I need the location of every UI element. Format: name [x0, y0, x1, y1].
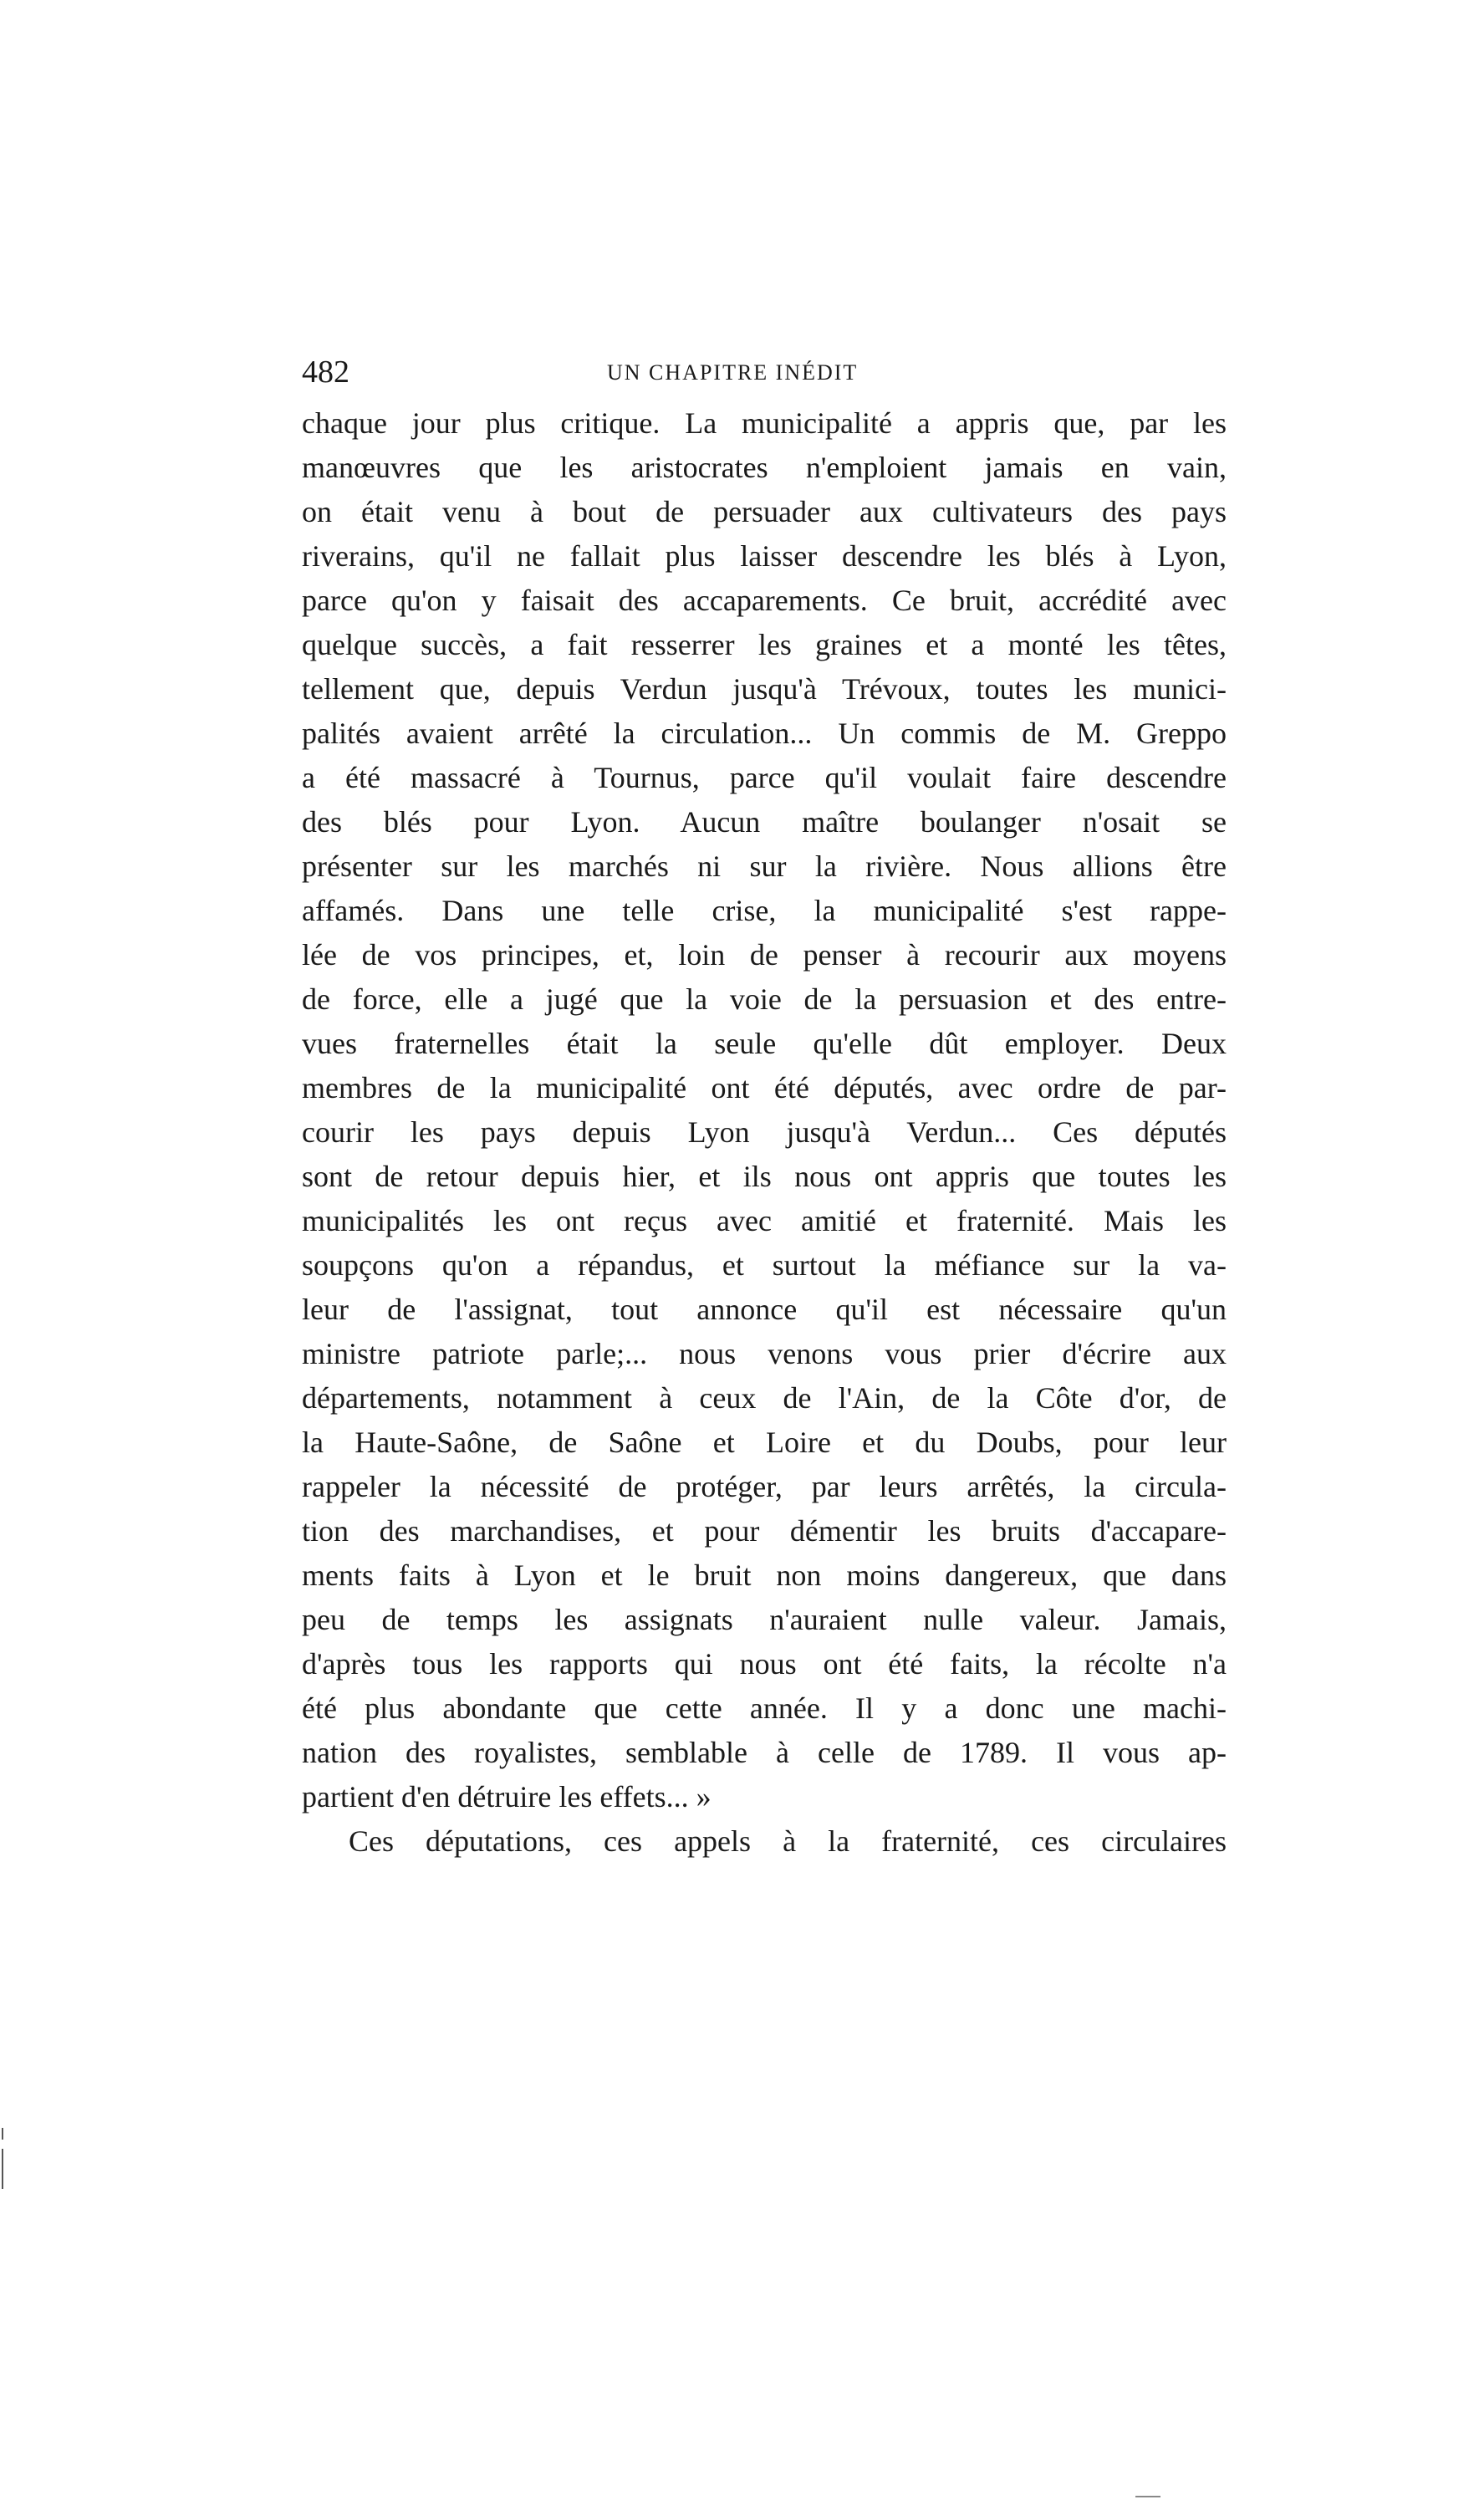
text-line: sont de retour depuis hier, et ils nous ont appris que toutes les: [302, 1160, 1227, 1193]
text-line: membres de la municipalité ont été députés, avec ordre de par-: [302, 1071, 1227, 1104]
scan-margin-mark: [2, 2149, 3, 2189]
running-head: [302, 351, 1227, 393]
text-line: ments faits à Lyon et le bruit non moins dangereux, que dans: [302, 1558, 1227, 1592]
text-line: nation des royalistes, semblable à celle de 1789. Il vous ap-: [302, 1736, 1227, 1769]
text-line: manœuvres que les aristocrates n'emploient jamais en vain,: [302, 451, 1227, 484]
text-line: chaque jour plus critique. La municipalité a appris que, par les: [302, 406, 1227, 440]
text-line: on était venu à bout de persuader aux cultivateurs des pays: [302, 495, 1227, 528]
text-line: des blés pour Lyon. Aucun maître boulanger n'osait se: [302, 805, 1227, 839]
text-line: parce qu'on y faisait des accaparements. Ce bruit, accrédité avec: [302, 584, 1227, 617]
text-line: d'après tous les rapports qui nous ont été faits, la récolte n'a: [302, 1647, 1227, 1681]
body-text: [302, 401, 1227, 1864]
text-line: palités avaient arrêté la circulation... Un commis de M. Greppo: [302, 717, 1227, 750]
text-line: rappeler la nécessité de protéger, par leurs arrêtés, la circula-: [302, 1470, 1227, 1503]
text-line: de force, elle a jugé que la voie de la persuasion et des entre-: [302, 982, 1227, 1016]
text-line: tion des marchandises, et pour démentir les bruits d'accapare-: [302, 1514, 1227, 1548]
text-line: peu de temps les assignats n'auraient nulle valeur. Jamais,: [302, 1603, 1227, 1636]
text-line: quelque succès, a fait resserrer les graines et a monté les têtes,: [302, 628, 1227, 661]
text-line: départements, notamment à ceux de l'Ain, de la Côte d'or, de: [302, 1381, 1227, 1415]
text-line: ministre patriote parle;... nous venons vous prier d'écrire aux: [302, 1337, 1227, 1370]
text-line: Ces députations, ces appels à la fraternité, ces circulaires: [349, 1824, 1227, 1858]
text-line: été plus abondante que cette année. Il y a donc une machi-: [302, 1691, 1227, 1725]
text-line: soupçons qu'on a répandus, et surtout la méfiance sur la va-: [302, 1248, 1227, 1282]
text-line: lée de vos principes, et, loin de penser à recourir aux moyens: [302, 938, 1227, 972]
text-line: a été massacré à Tournus, parce qu'il voulait faire descendre: [302, 761, 1227, 794]
text-line: partient d'en détruire les effets... »: [302, 1780, 712, 1813]
text-line: présenter sur les marchés ni sur la rivière. Nous allions être: [302, 849, 1227, 883]
text-line: tellement que, depuis Verdun jusqu'à Trévoux, toutes les munici-: [302, 672, 1227, 706]
text-line: vues fraternelles était la seule qu'elle dût employer. Deux: [302, 1027, 1227, 1060]
scan-margin-mark: [2, 2128, 3, 2140]
text-line: riverains, qu'il ne fallait plus laisser descendre les blés à Lyon,: [302, 539, 1227, 573]
text-line: affamés. Dans une telle crise, la municipalité s'est rappe-: [302, 894, 1227, 927]
text-line: municipalités les ont reçus avec amitié et fraternité. Mais les: [302, 1204, 1227, 1237]
text-line: courir les pays depuis Lyon jusqu'à Verdun... Ces députés: [302, 1115, 1227, 1149]
text-line: leur de l'assignat, tout annonce qu'il est nécessaire qu'un: [302, 1293, 1227, 1326]
page-number: 482: [302, 355, 349, 390]
text-line: la Haute-Saône, de Saône et Loire et du Doubs, pour leur: [302, 1426, 1227, 1459]
scan-bottom-mark: [1135, 2496, 1160, 2497]
running-title: UN CHAPITRE INÉDIT: [607, 360, 859, 385]
